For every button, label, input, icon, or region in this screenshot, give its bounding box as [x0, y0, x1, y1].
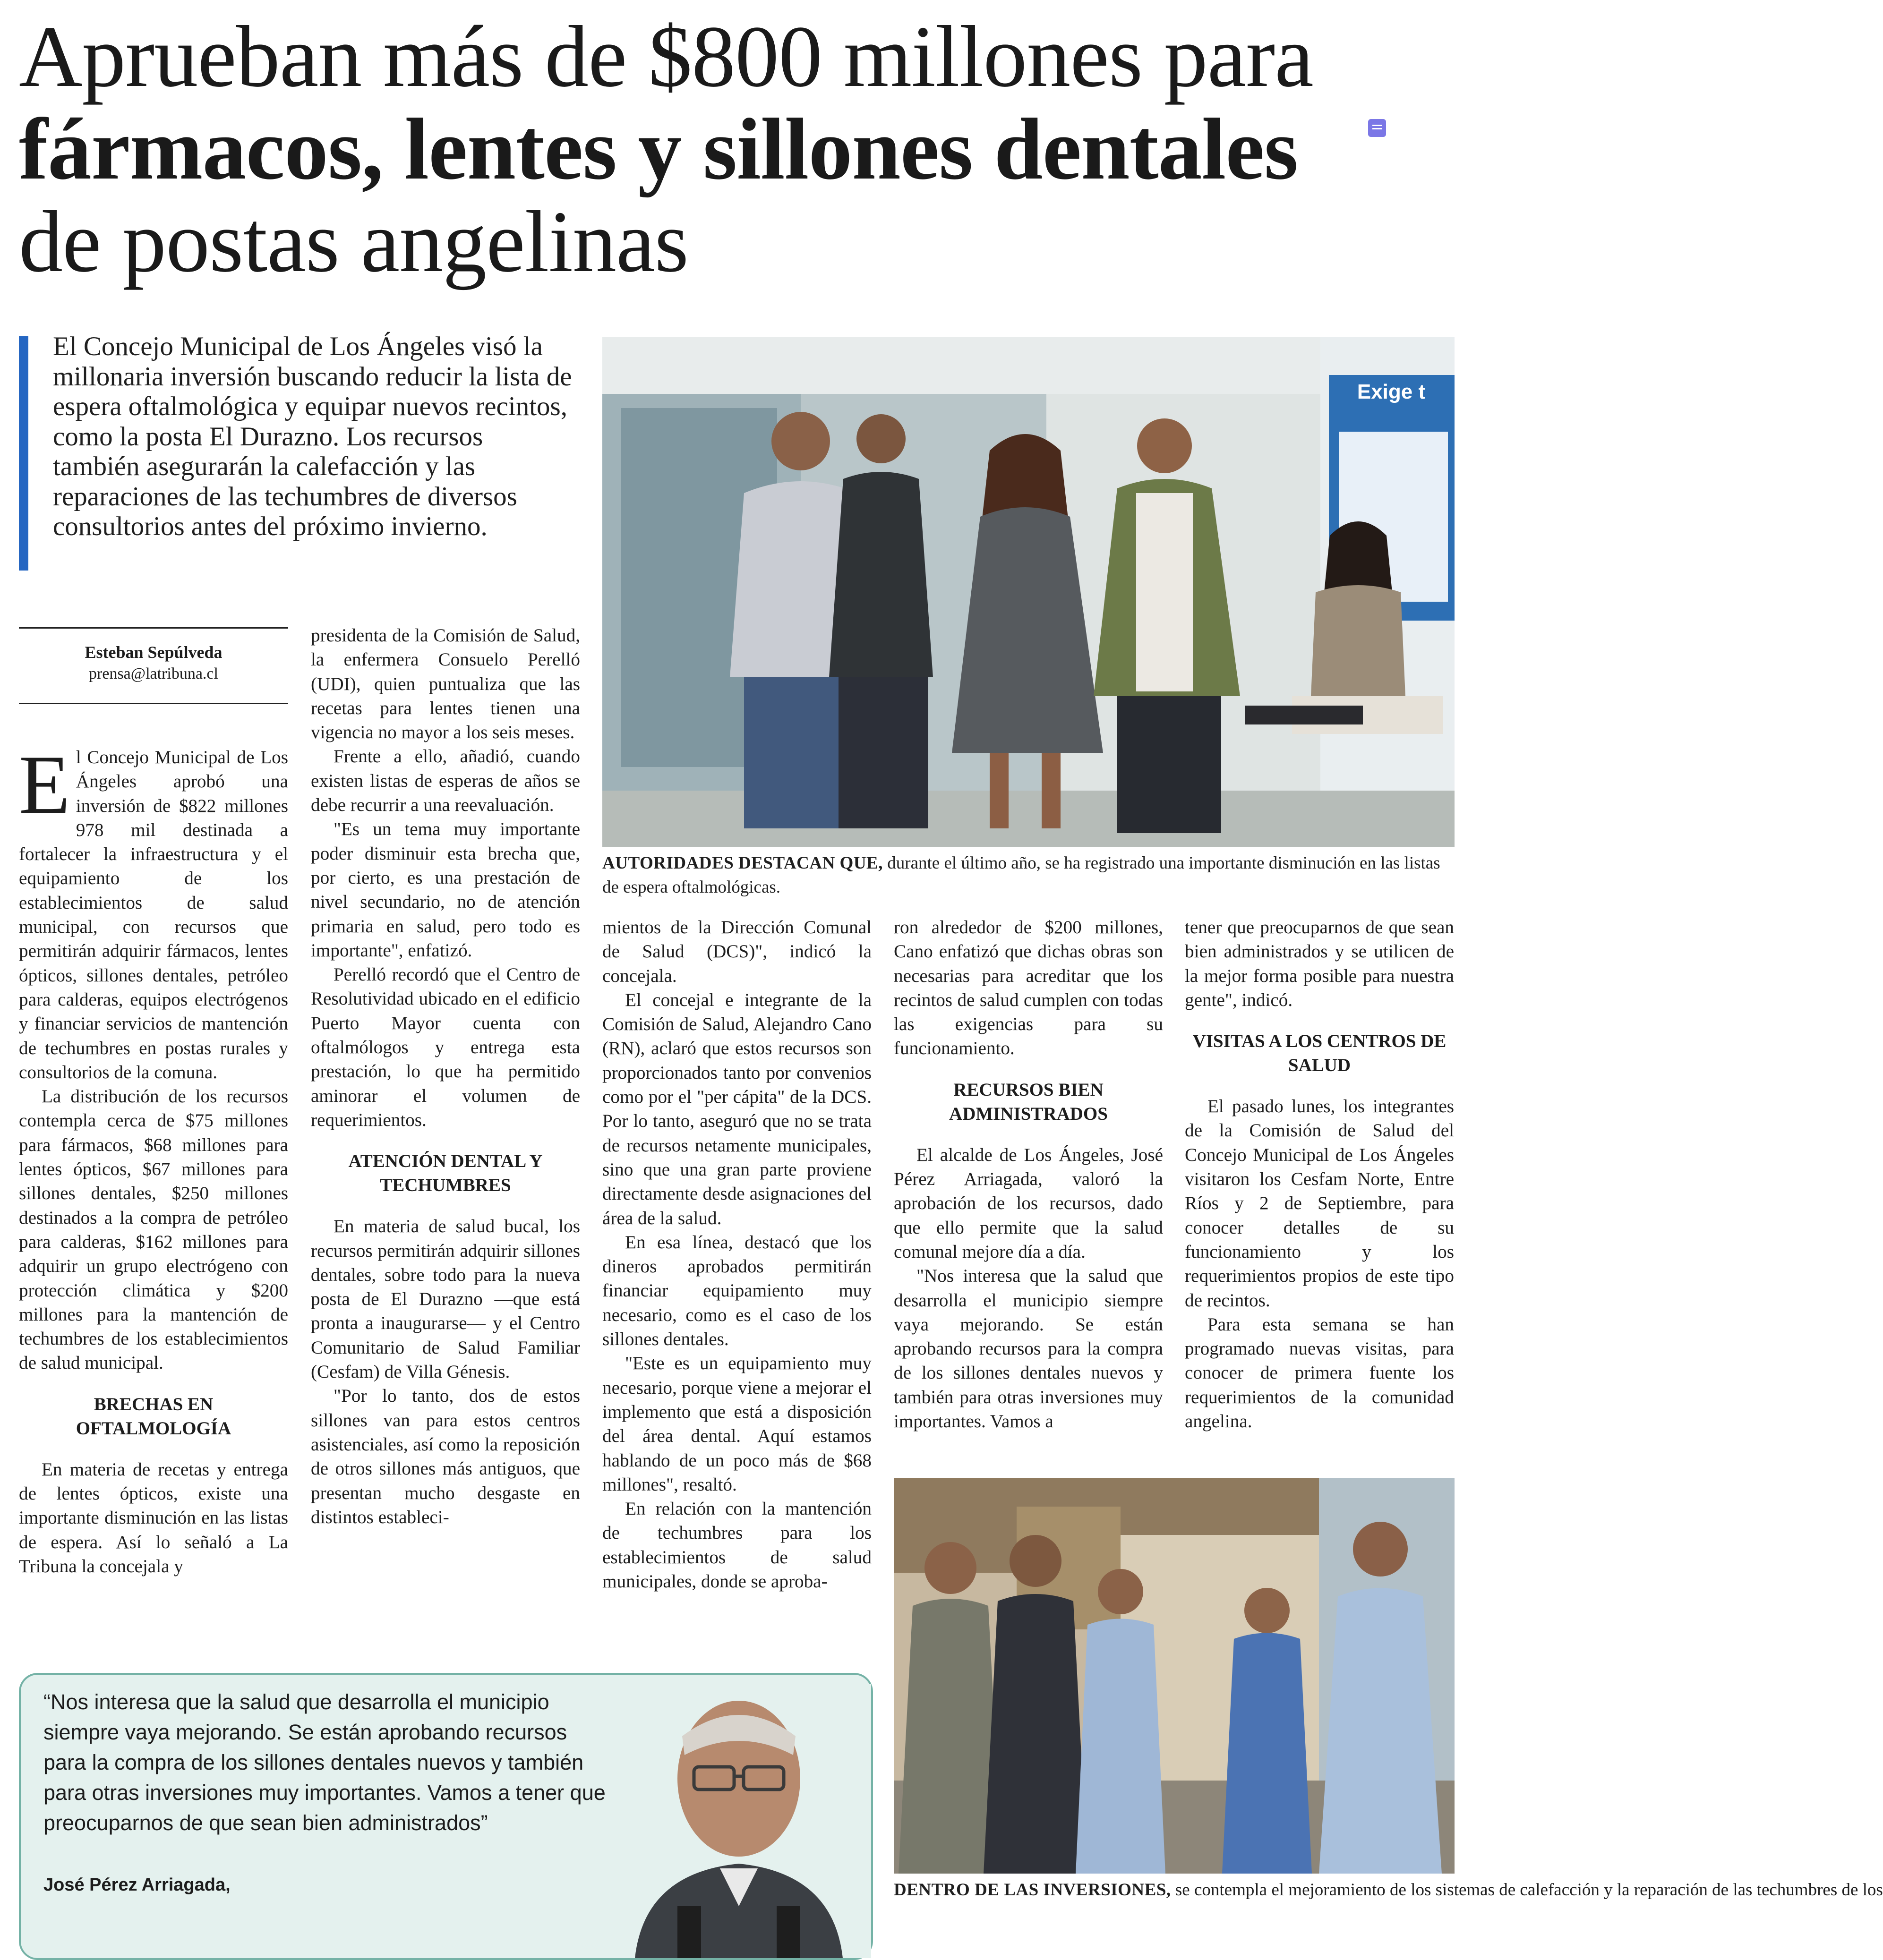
headline [19, 10, 1464, 288]
author-email[interactable]: prensa@latribuna.cl [89, 665, 218, 682]
section-heading: VISITAS A LOS CENTROS DE SALUD [1192, 1031, 1446, 1076]
pull-quote-text: “Nos interesa que la salud que desarrolla el municipio siempre vaya mejorando. Se están aprobando recursos para la compra de los sillones dentales nuevos y también para otras inversiones muy importantes. Vamos a tener que preocuparnos de que sean bien administrados” [43, 1690, 606, 1835]
section-heading: RECURSOS BIEN ADMINISTRADOS [949, 1079, 1108, 1124]
article-paragraph: ron alrededor de $200 millones, Cano enfatizó que dichas obras son necesarias para acreditar que los recintos de salud cumplen con todas las exigencias para su funcionamiento. [894, 917, 1163, 1059]
article-paragraph: Para esta semana se han programado nuevas visitas, para conocer de primera fuente los requerimientos de la comunidad angelina. [1185, 1314, 1454, 1432]
article-paragraph: El alcalde de Los Ángeles, José Pérez Arriagada, valoró la aprobación de los recursos, dado que ello permite que la salud comunal mejore día a día. [894, 1144, 1163, 1262]
photo-sign-text: Exige t [1357, 380, 1426, 403]
article-paragraph: "Este es un equipamiento muy necesario, porque viene a mejorar el implemento que está a disposición del área dental. Aquí estamos hablando de un poco más de $68 millones", resaltó. [602, 1353, 872, 1495]
article-paragraph: Perelló recordó que el Centro de Resolutividad ubicado en el edificio Puerto Mayor cuenta con oftalmólogos y entrega esta prestación, lo que ha permitido aminorar el volumen de requerimientos. [311, 964, 580, 1130]
lead-paragraph: El Concejo Municipal de Los Ángeles visó la millonaria inversión buscando reducir la lista de espera oftalmológica y equipar nuevos recintos, como la posta El Durazno. Los recursos también asegurarán la calefacción y las reparaciones de las techumbres de diversos consultorios antes del próximo invierno. [53, 332, 572, 541]
article-paragraph: "Por lo tanto, dos de estos sillones van para estos centros asistenciales, así como la reposición de otros sillones más antiguos, que presentan mucho desgaste en distintos estableci- [311, 1386, 580, 1527]
note-icon[interactable] [1368, 119, 1386, 137]
article-column-4 [894, 915, 1163, 1433]
byline-bottom-rule [19, 703, 288, 704]
drop-cap: E [19, 738, 70, 831]
article-paragraph: "Es un tema muy importante poder disminuir esta brecha que, por cierto, es una prestación de nivel secundario, no de atención primaria en salud, pero todo es importante", enfatizó. [311, 819, 580, 961]
headline-line-2: fármacos, lentes y sillones dentales [19, 101, 1298, 198]
article-paragraph: presidenta de la Comisión de Salud, la enfermera Consuelo Perelló (UDI), quien puntualiza que las recetas para lentes tienen una vigencia no mayor a los seis meses. [311, 625, 580, 743]
author-name: Esteban Sepúlveda [85, 643, 223, 662]
second-photo-caption [894, 1878, 1883, 1906]
article-column-3 [602, 915, 872, 1594]
second-photo [894, 1478, 1455, 1874]
byline [19, 642, 288, 683]
article-column-1 [19, 738, 288, 1578]
article-paragraph: En esa línea, destacó que los dineros aprobados permitirán financiar equipamiento muy necesario, como es el caso de los sillones dentales. [602, 1232, 872, 1350]
article-paragraph: En materia de salud bucal, los recursos permitirán adquirir sillones dentales, sobre todo para la nueva posta de El Durazno —que está pronta a inaugurarse— y el Centro Comunitario de Salud Familiar (Cesfam) de Villa Génesis. [311, 1216, 580, 1382]
mayor-portrait [607, 1684, 871, 1958]
pull-quote-author: José Pérez Arriagada, [43, 1875, 231, 1895]
main-photo-illustration [602, 337, 1455, 847]
article-paragraph: mientos de la Dirección Comunal de Salud (DCS)", indicó la concejala. [602, 917, 872, 986]
article-paragraph: "Nos interesa que la salud que desarrolla el municipio siempre vaya mejorando. Se están aprobando recursos para la compra de los sillones dentales nuevos y también para otras inversiones muy importantes. Vamos a [894, 1266, 1163, 1432]
article-column-5 [1185, 915, 1454, 1433]
article-paragraph: Frente a ello, añadió, cuando existen listas de esperas de años se debe recurrir a una reevaluación. [311, 746, 580, 816]
main-photo-caption-bold: AUTORIDADES DESTACAN QUE, [602, 853, 883, 873]
main-photo-caption-text: durante el último año, se ha registrado una importante disminución en las listas de espera oftalmológicas. [602, 853, 1440, 897]
article-paragraph: tener que preocuparnos de que sean bien administrados y se utilicen de la mejor forma posible para nuestra gente", indicó. [1185, 917, 1454, 1010]
article-paragraph: En relación con la mantención de techumbres para los establecimientos de salud municipales, donde se aproba- [602, 1499, 872, 1592]
second-photo-caption-text: se contempla el mejoramiento de los sistemas de calefacción y la reparación de las techumbres de los [1171, 1880, 1883, 1900]
byline-top-rule [19, 627, 288, 629]
main-photo [602, 337, 1455, 847]
article-column-2 [311, 623, 580, 1529]
article-paragraph: El concejal e integrante de la Comisión de Salud, Alejandro Cano (RN), aclaró que estos recursos son proporcionados tanto por convenios como por el "per cápita" de la DCS. Por lo tanto, aseguró que no se trata de recursos netamente municipales, sino que una gran parte proviene directamente desde asignaciones del área de la salud. [602, 989, 872, 1228]
headline-line-1: Aprueban más de $800 millones para [19, 8, 1313, 105]
headline-line-3: de postas angelinas [19, 193, 688, 290]
lead-accent-bar [19, 336, 28, 571]
second-photo-illustration [894, 1478, 1455, 1874]
main-photo-caption [602, 851, 1455, 899]
section-heading: ATENCIÓN DENTAL Y TECHUMBRES [348, 1151, 543, 1196]
article-paragraph: En materia de recetas y entrega de lentes ópticos, existe una importante disminución en las listas de espera. Así lo señaló a La Tribuna la concejala y [19, 1459, 288, 1577]
second-photo-caption-bold: DENTRO DE LAS INVERSIONES, [894, 1880, 1171, 1900]
article-paragraph: El pasado lunes, los integrantes de la Comisión de Salud del Concejo Municipal de Los Ángeles visitaron los Cesfam Norte, Entre Ríos y 2 de Septiembre, para conocer detalles de su funcionamiento y los requerimientos propios de este tipo de recintos. [1185, 1096, 1454, 1311]
article-paragraph: El Concejo Municipal de Los Ángeles aprobó una inversión de $822 millones 978 mil destinada a fortalecer la infraestructura y el equipamiento de los establecimientos de salud municipal, con recursos que permitirán adquirir fármacos, lentes ópticos, sillones dentales, petróleo para calderas, equipos electrógenos y financiar servicios de mantención de techumbres en postas rurales y consultorios de la comuna. [19, 738, 288, 1082]
section-heading: BRECHAS EN OFTALMOLOGÍA [76, 1394, 231, 1439]
article-paragraph: La distribución de los recursos contempla cerca de $75 millones para fármacos, $68 millones para lentes ópticos, $67 millones para sillones dentales, $250 millones destinados a la compra de petróleo para calderas, $162 millones para adquirir un grupo electrógeno con protección climática y $200 millones para la mantención de techumbres de los establecimientos de salud municipal. [19, 1086, 288, 1373]
